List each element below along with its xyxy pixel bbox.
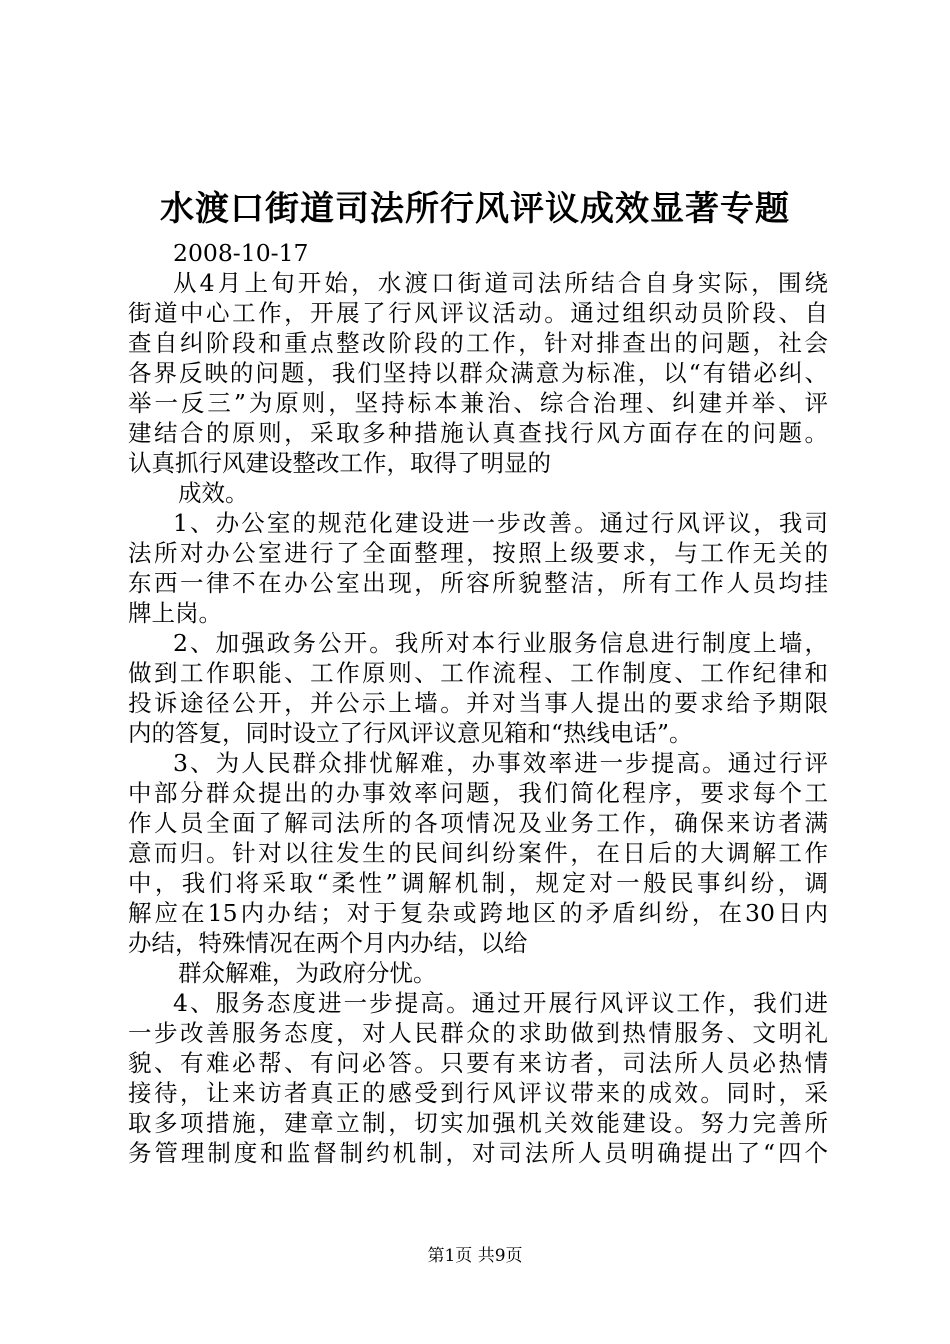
paragraph-line: 成效。 [178,479,249,507]
paragraph-line: 务管理制度和监督制约机制，对司法所人员明确提出了“四个 [128,1139,828,1167]
paragraph-line: 4、服务态度进一步提高。通过开展行风评议工作，我们进 [173,989,828,1017]
paragraph-line: 中，我们将采取“柔性”调解机制，规定对一般民事纠纷，调 [128,869,828,897]
paragraph-line: 查自纠阶段和重点整改阶段的工作，针对排查出的问题，社会 [128,329,828,357]
paragraph-line: 作人员全面了解司法所的各项情况及业务工作，确保来访者满 [128,809,828,837]
paragraph-line: 从4月上旬开始，水渡口街道司法所结合自身实际，围绕 [173,269,828,297]
paragraph-line: 接待，让来访者真正的感受到行风评议带来的成效。同时，采 [128,1079,828,1107]
paragraph-line: 貌、有难必帮、有问必答。只要有来访者，司法所人员必热情 [128,1049,828,1077]
document-body [128,238,828,1168]
paragraph-line: 一步改善服务态度，对人民群众的求助做到热情服务、文明礼 [128,1019,828,1047]
paragraph-line: 举一反三”为原则，坚持标本兼治、综合治理、纠建并举、评 [128,389,828,417]
paragraph-line: 取多项措施，建章立制，切实加强机关效能建设。努力完善所 [128,1109,828,1137]
paragraph-line: 投诉途径公开，并公示上墙。并对当事人提出的要求给予期限 [128,689,828,717]
paragraph-line: 内的答复，同时设立了行风评议意见箱和“热线电话”。 [128,719,693,747]
document-date: 2008-10-17 [173,239,309,267]
paragraph-line: 1、办公室的规范化建设进一步改善。通过行风评议，我司 [173,509,828,537]
paragraph-line: 解应在15内办结；对于复杂或跨地区的矛盾纠纷，在30日内 [128,899,828,927]
paragraph-line: 中部分群众提出的办事效率问题，我们简化程序，要求每个工 [128,779,828,807]
paragraph-line: 法所对办公室进行了全面整理，按照上级要求，与工作无关的 [128,539,828,567]
paragraph-line: 意而归。针对以往发生的民间纠纷案件，在日后的大调解工作 [128,839,828,867]
paragraph-line: 街道中心工作，开展了行风评议活动。通过组织动员阶段、自 [128,299,828,327]
paragraph-line: 各界反映的问题，我们坚持以群众满意为标准，以“有错必纠、 [128,359,828,387]
paragraph-line: 牌上岗。 [128,599,222,627]
paragraph-line: 东西一律不在办公室出现，所容所貌整洁，所有工作人员均挂 [128,569,828,597]
paragraph-line: 群众解难，为政府分忧。 [178,959,437,987]
paragraph-line: 做到工作职能、工作原则、工作流程、工作制度、工作纪律和 [128,659,828,687]
paragraph-line: 办结，特殊情况在两个月内办结，以给 [128,929,528,957]
paragraph-line: 3、为人民群众排忧解难，办事效率进一步提高。通过行评 [173,749,828,777]
paragraph-line: 认真抓行风建设整改工作，取得了明显的 [128,449,551,477]
document-title: 水渡口街道司法所行风评议成效显著专题 [160,189,790,229]
paragraph-line: 2、加强政务公开。我所对本行业服务信息进行制度上墙， [173,629,828,657]
page-number-footer: 第1页 共9页 [427,1246,523,1266]
paragraph-line: 建结合的原则，采取多种措施认真查找行风方面存在的问题。 [128,419,828,447]
